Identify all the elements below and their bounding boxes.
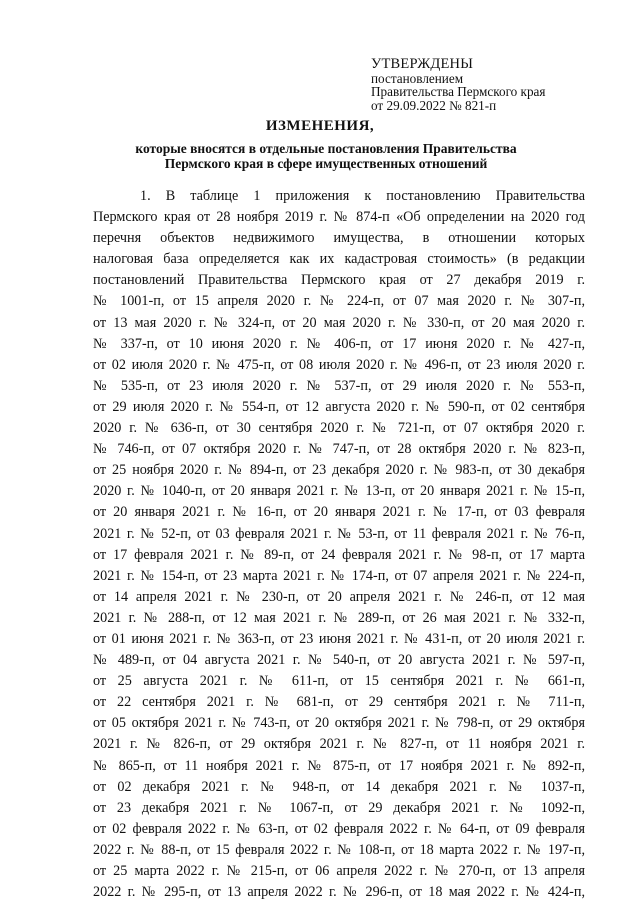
body-line: № 1001-п, от 15 апреля 2020 г. № 224-п, от 07 мая 2020 г. № 307-п, [93, 293, 585, 310]
document-title: ИЗМЕНЕНИЯ, [265, 118, 375, 134]
body-line: № 489-п, от 04 августа 2021 г. № 540-п, от 20 августа 2021 г. № 597-п, [93, 652, 585, 669]
body-line: 2021 г. № 154-п, от 23 марта 2021 г. № 174-п, от 07 апреля 2021 г. № 224-п, [93, 567, 585, 584]
body-line: 2020 г. № 636-п, от 30 сентября 2020 г. № 721-п, от 07 октября 2020 г. [93, 420, 585, 437]
document-subtitle [118, 141, 534, 171]
body-line: от 05 октября 2021 г. № 743-п, от 20 октября 2021 г. № 798-п, от 29 октября [93, 715, 585, 732]
body-line: перечня объектов недвижимого имущества, в отношении которых [93, 230, 585, 247]
body-line: № 535-п, от 23 июля 2020 г. № 537-п, от 29 июля 2020 г. № 553-п, [93, 377, 585, 394]
body-line: 2021 г. № 52-п, от 03 февраля 2021 г. № 53-п, от 11 февраля 2021 г. № 76-п, [93, 525, 585, 542]
body-line: 2020 г. № 1040-п, от 20 января 2021 г. № 13-п, от 20 января 2021 г. № 15-п, [93, 483, 585, 500]
subtitle-line: которые вносятся в отдельные постановления Правительства [135, 141, 517, 156]
body-line: от 02 февраля 2022 г. № 63-п, от 02 февраля 2022 г. № 64-п, от 09 февраля [93, 820, 585, 837]
body-line: № 337-п, от 10 июня 2020 г. № 406-п, от 17 июня 2020 г. № 427-п, [93, 335, 585, 352]
body-line: налоговая база определяется как их кадастровая стоимость» (в редакции [93, 251, 585, 268]
body-line: 2021 г. № 826-п, от 29 октября 2021 г. № 827-п, от 11 ноября 2021 г. [93, 736, 585, 753]
body-line: от 17 февраля 2021 г. № 89-п, от 24 февраля 2021 г. № 98-п, от 17 марта [93, 546, 585, 563]
body-line: постановлений Правительства Пермского края от 27 декабря 2019 г. [93, 272, 585, 289]
body-line: от 01 июня 2021 г. № 363-п, от 23 июня 2021 г. № 431-п, от 20 июля 2021 г. [93, 630, 585, 647]
body-line: 1. В таблице 1 приложения к постановлению Правительства [140, 188, 585, 204]
body-line: от 14 апреля 2021 г. № 230-п, от 20 апреля 2021 г. № 246-п, от 12 мая [93, 588, 585, 605]
body-line: от 23 декабря 2021 г. № 1067-п, от 29 декабря 2021 г. № 1092-п, [93, 799, 585, 816]
body-line: от 25 августа 2021 г. № 611-п, от 15 сентября 2021 г. № 661-п, [93, 673, 585, 690]
body-line: от 25 марта 2022 г. № 215-п, от 06 апреля 2022 г. № 270-п, от 13 апреля [93, 863, 585, 879]
body-line: от 20 января 2021 г. № 16-п, от 20 января 2021 г. № 17-п, от 03 февраля [93, 504, 585, 521]
subtitle-line: Пермского края в сфере имущественных отношений [164, 156, 488, 171]
body-line: от 02 декабря 2021 г. № 948-п, от 14 декабря 2021 г. № 1037-п, [93, 778, 585, 795]
body-line: от 13 мая 2020 г. № 324-п, от 20 мая 2020 г. № 330-п, от 20 мая 2020 г. [93, 314, 585, 331]
body-line: от 22 сентября 2021 г. № 681-п, от 29 сентября 2021 г. № 711-п, [93, 694, 585, 711]
body-line: от 25 ноября 2020 г. № 894-п, от 23 декабря 2020 г. № 983-п, от 30 декабря [93, 462, 585, 479]
body-line: № 865-п, от 11 ноября 2021 г. № 875-п, от 17 ноября 2021 г. № 892-п, [93, 757, 585, 774]
approval-line: постановлением [371, 71, 464, 86]
body-line: от 02 июля 2020 г. № 475-п, от 08 июля 2020 г. № 496-п, от 23 июля 2020 г. [93, 356, 585, 373]
approval-date: от 29.09.2022 № 821-п [371, 97, 497, 113]
body-paragraph [93, 186, 585, 903]
body-line: 2022 г. № 295-п, от 13 апреля 2022 г. № 296-п, от 18 мая 2022 г. № 424-п, [93, 884, 585, 901]
approval-stamp [371, 56, 631, 112]
body-line: 2021 г. № 288-п, от 12 мая 2021 г. № 289-п, от 26 мая 2021 г. № 332-п, [93, 609, 585, 626]
approval-line: Правительства Пермского края [371, 84, 546, 100]
body-line: Пермского края от 28 ноября 2019 г. № 874-п «Об определении на 2020 год [93, 209, 585, 226]
body-line: от 29 июля 2020 г. № 554-п, от 12 августа 2020 г. № 590-п, от 02 сентября [93, 398, 585, 415]
approval-heading: УТВЕРЖДЕНЫ [371, 56, 474, 72]
body-line: 2022 г. № 88-п, от 15 февраля 2022 г. № 108-п, от 18 марта 2022 г. № 197-п, [93, 841, 585, 858]
body-line: № 746-п, от 07 октября 2020 г. № 747-п, от 28 октября 2020 г. № 823-п, [93, 441, 585, 458]
